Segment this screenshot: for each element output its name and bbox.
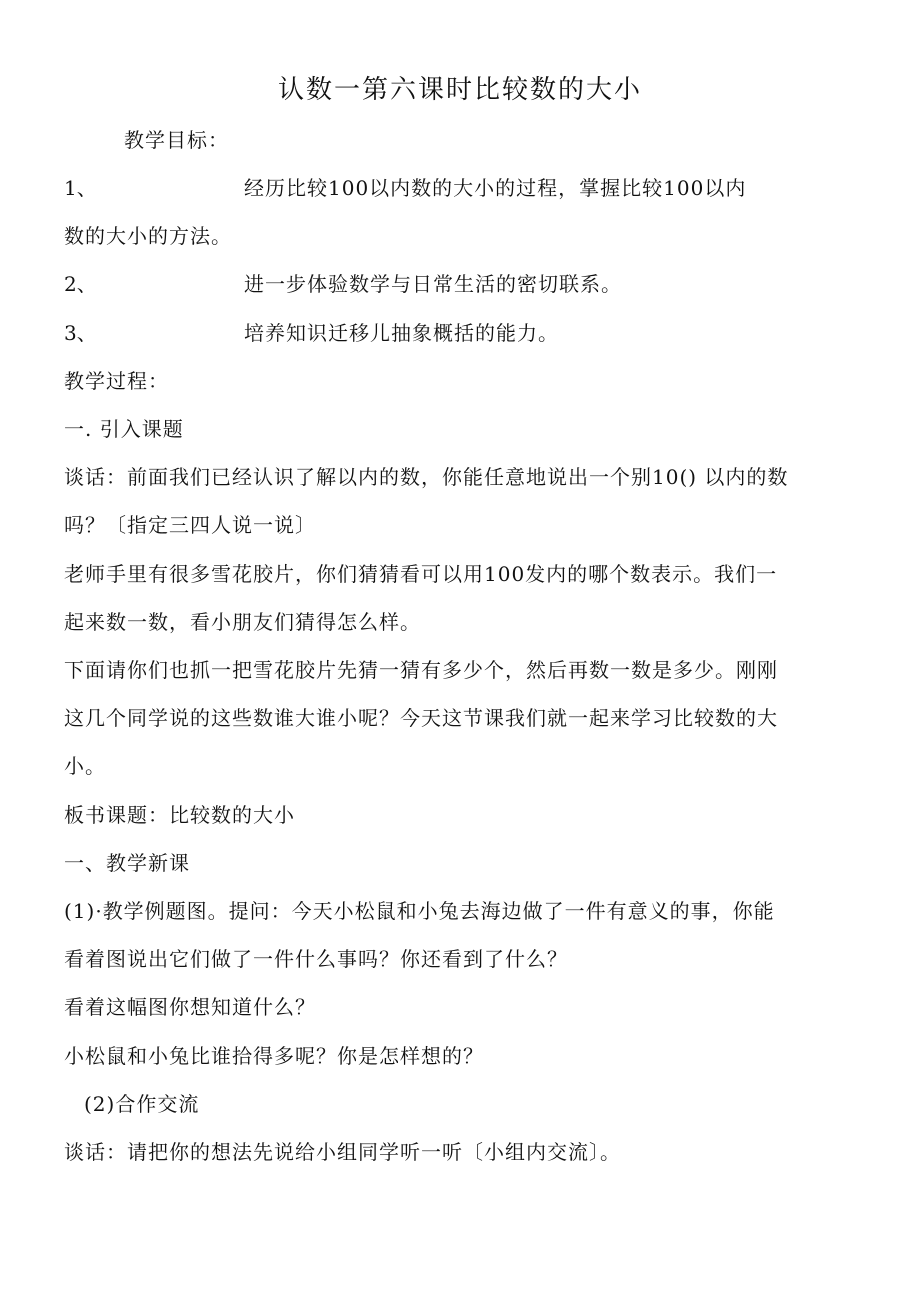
section-2-heading: 一、教学新课 — [64, 851, 190, 875]
objective-1-number: 1、 — [64, 176, 97, 200]
process-heading: 教学过程： — [64, 369, 169, 393]
paragraph-1-line-2: 吗？〔指定三四人说一说〕 — [64, 513, 316, 537]
paragraph-4-line-1: (1)·教学例题图。提问：今天小松鼠和小兔去海边做了一件有意义的事，你能 — [64, 899, 775, 923]
objective-1-text: 经历比较100以内数的大小的过程，掌握比较100以内 — [244, 176, 747, 200]
paragraph-5: 看着这幅图你想知道什么？ — [64, 995, 316, 1019]
paragraph-8: 谈话：请把你的想法先说给小组同学听一听〔小组内交流〕。 — [64, 1140, 621, 1164]
paragraph-6: 小松鼠和小兔比谁拾得多呢？你是怎样想的？ — [64, 1044, 484, 1068]
page-title: 认数一第六课时比较数的大小 — [277, 75, 642, 105]
paragraph-7: (2)合作交流 — [84, 1092, 200, 1116]
paragraph-3-line-2: 这几个同学说的这些数谁大谁小呢？今天这节课我们就一起来学习比较数的大 — [64, 706, 778, 730]
objective-2-number: 2、 — [64, 272, 97, 296]
section-1-heading: 一. 引入课题 — [64, 417, 184, 441]
paragraph-3-line-1: 下面请你们也抓一把雪花胶片先猜一猜有多少个，然后再数一数是多少。刚刚 — [64, 658, 778, 682]
board-title: 板书课题：比较数的大小 — [64, 803, 295, 827]
paragraph-1-line-1: 谈话：前面我们已经认识了解以内的数，你能任意地说出一个别10() 以内的数 — [64, 465, 789, 489]
paragraph-3-line-3: 小。 — [64, 754, 106, 778]
paragraph-2-line-1: 老师手里有很多雪花胶片，你们猜猜看可以用100发内的哪个数表示。我们一 — [64, 562, 778, 586]
objectives-heading: 教学目标： — [124, 128, 229, 152]
paragraph-2-line-2: 起来数一数，看小朋友们猜得怎么样。 — [64, 610, 421, 634]
objective-3-text: 培养知识迁移儿抽象概括的能力。 — [244, 321, 559, 345]
objective-2-text: 进一步体验数学与日常生活的密切联系。 — [244, 272, 622, 296]
objective-1-continuation: 数的大小的方法。 — [64, 224, 232, 248]
objective-3-number: 3、 — [64, 321, 97, 345]
paragraph-4-line-2: 看着图说出它们做了一件什么事吗？你还看到了什么？ — [64, 947, 568, 971]
